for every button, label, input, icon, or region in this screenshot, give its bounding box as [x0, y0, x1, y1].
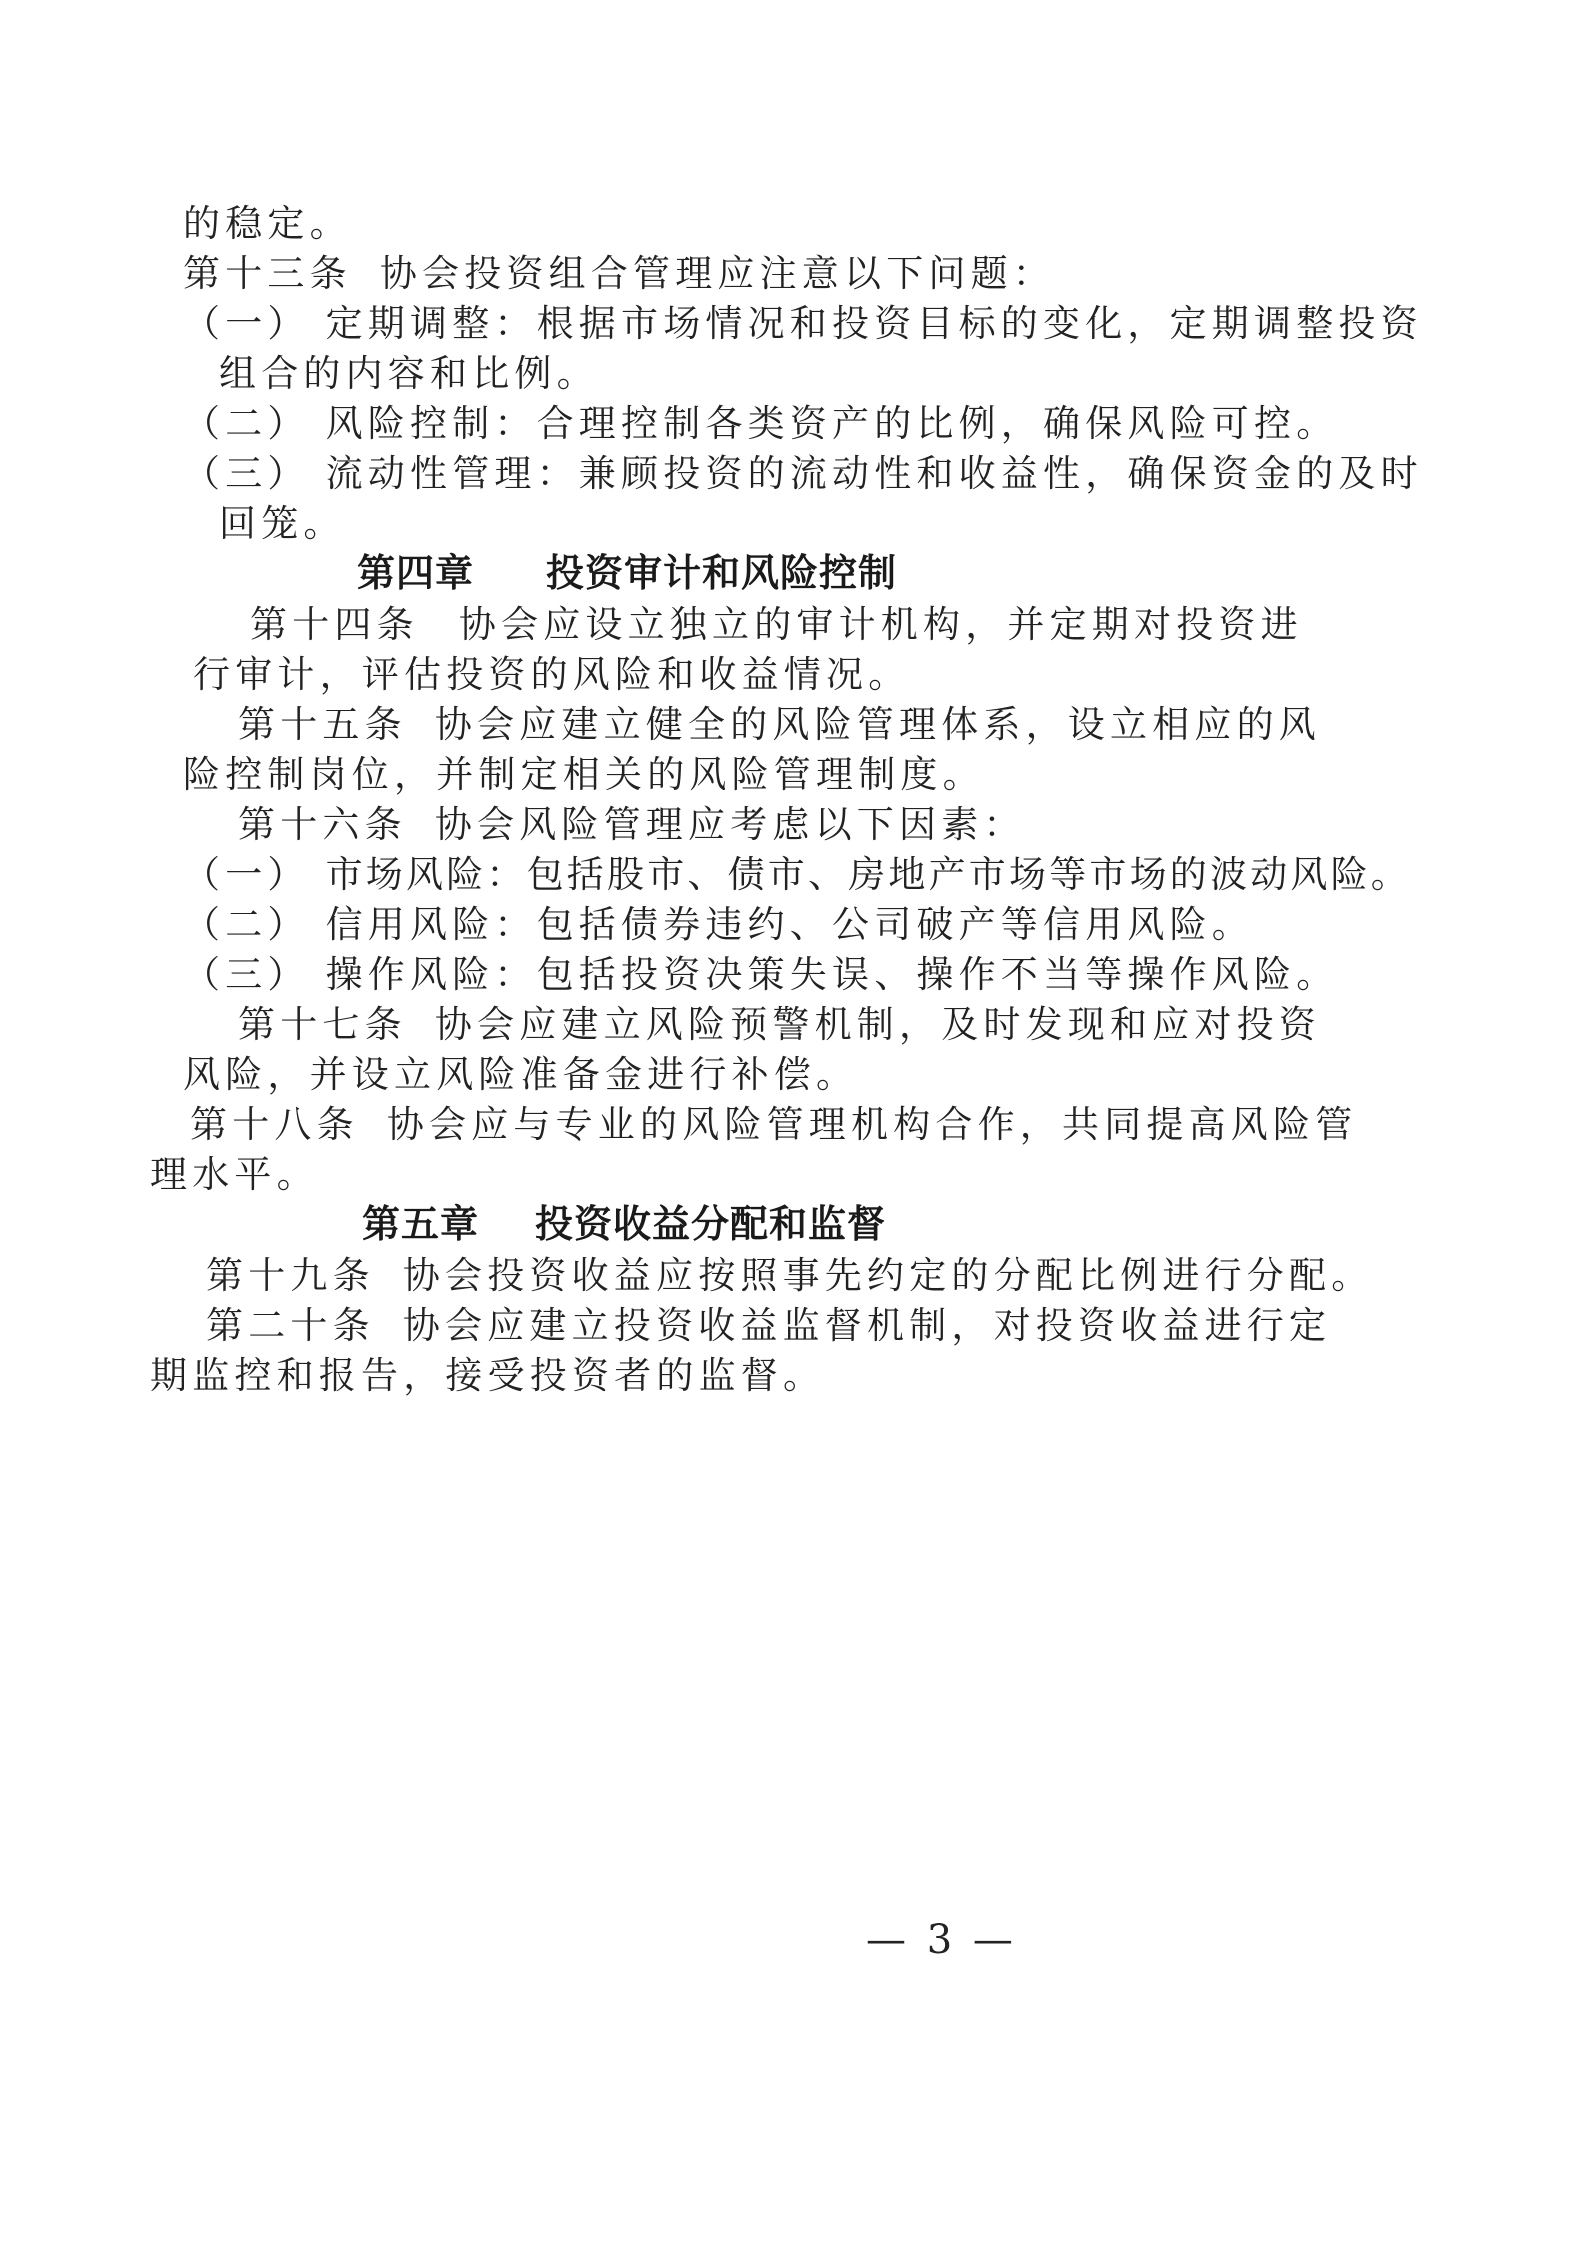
item-number: （三）: [183, 953, 310, 996]
article-15: [238, 700, 1321, 750]
list-item: [183, 900, 1254, 950]
page-number: — 3 —: [866, 1917, 1017, 1963]
text-span: 险控制岗位，并制定相关的风险管理制度。: [183, 753, 985, 796]
article-16: [238, 800, 1026, 850]
article-number: 第十五条: [238, 703, 407, 746]
text-line: [183, 199, 352, 249]
article-number: 第十八条: [190, 1103, 359, 1146]
article-number: 第二十条: [206, 1304, 375, 1347]
article-number: 第十九条: [206, 1254, 375, 1297]
text-line: [193, 650, 910, 700]
article-14: [250, 600, 1303, 650]
item-number: （一）: [183, 302, 310, 345]
item-number: （一）: [183, 853, 310, 896]
text-span: 组合的内容和比例。: [219, 352, 599, 395]
text-line: [150, 1150, 319, 1200]
article-number: 第十三条: [183, 252, 352, 295]
article-text: 协会风险管理应考虑以下因素：: [434, 803, 1026, 846]
article-text: 协会投资组合管理应注意以下问题：: [379, 252, 1056, 295]
article-text: 协会应建立健全的风险管理体系，设立相应的风: [434, 703, 1322, 746]
chapter-4-heading: [357, 548, 897, 598]
article-number: 第十六条: [238, 803, 407, 846]
article-number: 第十七条: [238, 1003, 407, 1046]
text-line: [219, 499, 346, 549]
list-item: [183, 950, 1338, 1000]
list-item: [183, 399, 1338, 449]
text-span: 的稳定。: [183, 202, 352, 245]
item-text: 定期调整：根据市场情况和投资目标的变化，定期调整投资: [325, 302, 1423, 345]
item-text: 流动性管理：兼顾投资的流动性和收益性，确保资金的及时: [325, 452, 1423, 495]
item-number: （二）: [183, 402, 310, 445]
item-number: （三）: [183, 452, 310, 495]
item-number: （二）: [183, 903, 310, 946]
list-item: [183, 850, 1411, 900]
article-text: 协会应建立投资收益监督机制，对投资收益进行定: [402, 1304, 1332, 1347]
article-number: 第十四条: [250, 603, 419, 646]
article-text: 协会投资收益应按照事先约定的分配比例进行分配。: [402, 1254, 1374, 1297]
article-text: 协会应与专业的风险管理机构合作，共同提高风险管: [386, 1103, 1358, 1146]
text-span: 理水平。: [150, 1153, 319, 1196]
item-text: 信用风险：包括债券违约、公司破产等信用风险。: [325, 903, 1255, 946]
article-17: [238, 1000, 1321, 1050]
chapter-number: 第四章: [357, 551, 475, 595]
item-text: 市场风险：包括股市、债市、房地产市场等市场的波动风险。: [325, 853, 1412, 896]
article-19: [206, 1251, 1373, 1301]
text-line: [150, 1351, 825, 1401]
article-20: [206, 1301, 1331, 1351]
chapter-5-heading: [362, 1199, 886, 1249]
text-span: 回笼。: [219, 502, 346, 545]
text-span: 风险，并设立风险准备金进行补偿。: [183, 1053, 859, 1096]
chapter-title: 投资收益分配和监督: [535, 1202, 887, 1246]
item-text: 操作风险：包括投资决策失误、操作不当等操作风险。: [325, 953, 1339, 996]
text-span: 期监控和报告，接受投资者的监督。: [150, 1354, 826, 1397]
list-item: [183, 449, 1423, 499]
article-text: 协会应设立独立的审计机构，并定期对投资进: [458, 603, 1303, 646]
list-item: [183, 299, 1423, 349]
text-span: 行审计，评估投资的风险和收益情况。: [193, 653, 911, 696]
text-line: [183, 1050, 858, 1100]
text-line: [219, 349, 599, 399]
item-text: 风险控制：合理控制各类资产的比例，确保风险可控。: [325, 402, 1339, 445]
text-line: [183, 750, 985, 800]
article-18: [190, 1100, 1357, 1150]
article-13: [183, 249, 1055, 299]
article-text: 协会应建立风险预警机制，及时发现和应对投资: [434, 1003, 1322, 1046]
chapter-title: 投资审计和风险控制: [546, 551, 898, 595]
chapter-number: 第五章: [362, 1202, 480, 1246]
